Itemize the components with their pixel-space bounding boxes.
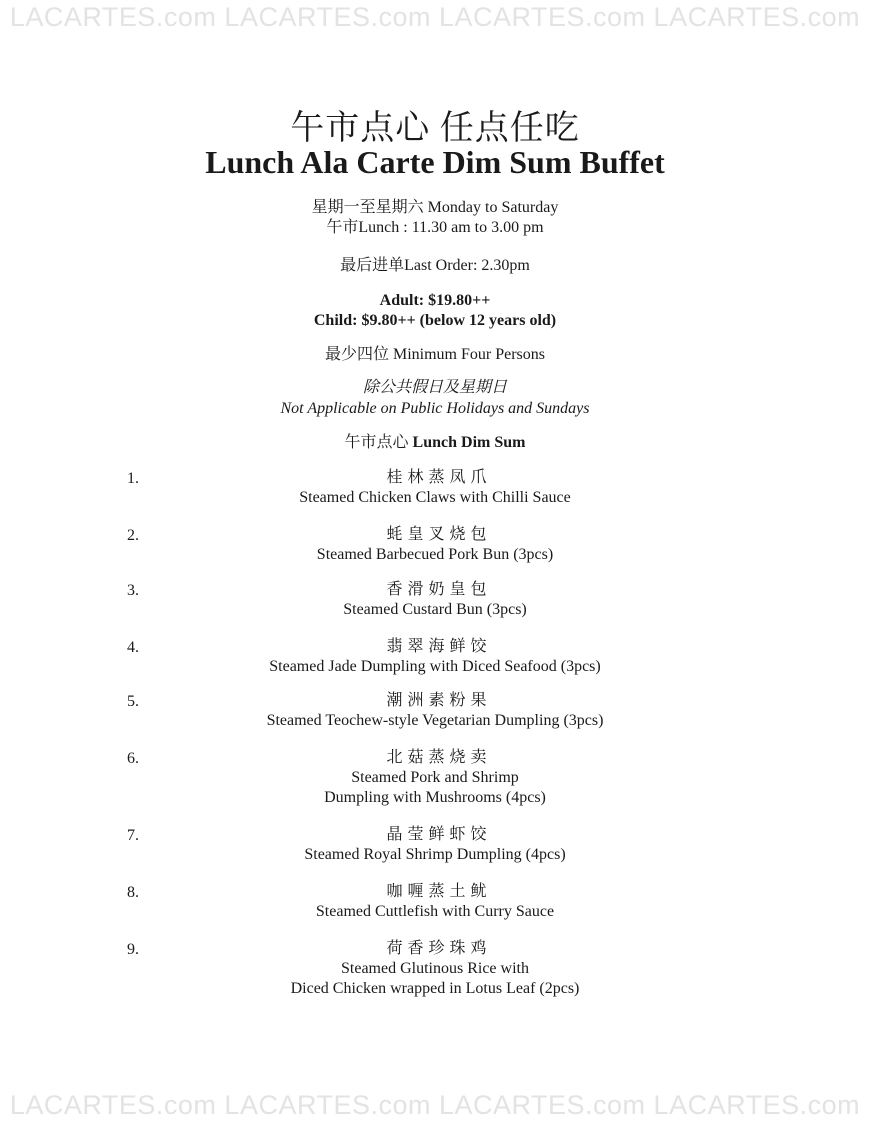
menu-item-7 bbox=[0, 825, 870, 882]
watermark-top: LACARTES.com LACARTES.com LACARTES.com LACARTES.com bbox=[9, 2, 861, 32]
item-english-name: Steamed Royal Shrimp Dumpling (4pcs) bbox=[304, 846, 566, 863]
item-number: 7. bbox=[127, 827, 139, 844]
minimum-persons: 最少四位 Minimum Four Persons bbox=[324, 346, 546, 363]
section-heading-english: Lunch Dim Sum bbox=[412, 434, 526, 451]
exclusion-chinese: 除公共假日及星期日 bbox=[362, 379, 507, 396]
title-chinese: 午市点心 任点任吃 bbox=[290, 110, 580, 147]
item-chinese-name: 晶莹鲜虾饺 bbox=[386, 826, 492, 843]
menu-item-5 bbox=[0, 691, 870, 748]
item-english-name-line-2: Diced Chicken wrapped in Lotus Leaf (2pcs) bbox=[290, 980, 580, 997]
item-english-name: Steamed Chicken Claws with Chilli Sauce bbox=[299, 489, 571, 506]
item-english-name-line-1: Steamed Glutinous Rice with bbox=[341, 960, 529, 977]
exclusion-english: Not Applicable on Public Holidays and Sundays bbox=[280, 400, 590, 417]
watermark-bottom: LACARTES.com LACARTES.com LACARTES.com LACARTES.com bbox=[9, 1090, 861, 1120]
item-number: 9. bbox=[127, 941, 139, 958]
price-child: Child: $9.80++ (below 12 years old) bbox=[313, 312, 557, 329]
item-english-name-line-2: Dumpling with Mushrooms (4pcs) bbox=[324, 789, 546, 806]
menu-item-6 bbox=[0, 748, 870, 825]
item-chinese-name: 北菇蒸烧卖 bbox=[386, 749, 492, 766]
section-heading-chinese: 午市点心 bbox=[344, 434, 409, 451]
item-english-name: Steamed Custard Bun (3pcs) bbox=[343, 601, 527, 618]
item-number: 4. bbox=[127, 639, 139, 656]
item-english-name: Steamed Teochew-style Vegetarian Dumpling (3pcs) bbox=[266, 712, 604, 729]
menu-item-9 bbox=[0, 939, 870, 1001]
last-order: 最后进单Last Order: 2.30pm bbox=[340, 257, 530, 274]
item-english-name-line-1: Steamed Pork and Shrimp bbox=[351, 769, 519, 786]
item-chinese-name: 荷香珍珠鸡 bbox=[386, 940, 492, 957]
item-english-name: Steamed Jade Dumpling with Diced Seafood (3pcs) bbox=[269, 658, 601, 675]
item-english-name: Steamed Cuttlefish with Curry Sauce bbox=[315, 903, 555, 920]
item-number: 5. bbox=[127, 693, 139, 710]
item-english-name: Steamed Barbecued Pork Bun (3pcs) bbox=[316, 546, 554, 563]
menu-item-8 bbox=[0, 882, 870, 939]
schedule-days: 星期一至星期六 Monday to Saturday bbox=[311, 199, 559, 216]
item-number: 2. bbox=[127, 527, 139, 544]
price-adult: Adult: $19.80++ bbox=[379, 292, 491, 309]
menu-item-2 bbox=[0, 525, 870, 580]
item-number: 3. bbox=[127, 582, 139, 599]
item-chinese-name: 蚝皇叉烧包 bbox=[386, 526, 492, 543]
title-english: Lunch Ala Carte Dim Sum Buffet bbox=[205, 144, 665, 180]
schedule-hours: 午市Lunch : 11.30 am to 3.00 pm bbox=[326, 219, 544, 236]
item-number: 8. bbox=[127, 884, 139, 901]
menu-list bbox=[0, 468, 870, 1001]
item-number: 6. bbox=[127, 750, 139, 767]
menu-item-4 bbox=[0, 637, 870, 691]
item-chinese-name: 潮洲素粉果 bbox=[386, 692, 492, 709]
item-chinese-name: 咖喱蒸土鱿 bbox=[386, 883, 492, 900]
menu-item-1 bbox=[0, 468, 870, 525]
section-heading bbox=[0, 433, 870, 453]
item-number: 1. bbox=[127, 470, 139, 487]
item-chinese-name: 桂林蒸凤爪 bbox=[386, 469, 492, 486]
menu-item-3 bbox=[0, 580, 870, 637]
item-chinese-name: 香滑奶皇包 bbox=[386, 581, 492, 598]
item-chinese-name: 翡翠海鲜饺 bbox=[386, 638, 492, 655]
